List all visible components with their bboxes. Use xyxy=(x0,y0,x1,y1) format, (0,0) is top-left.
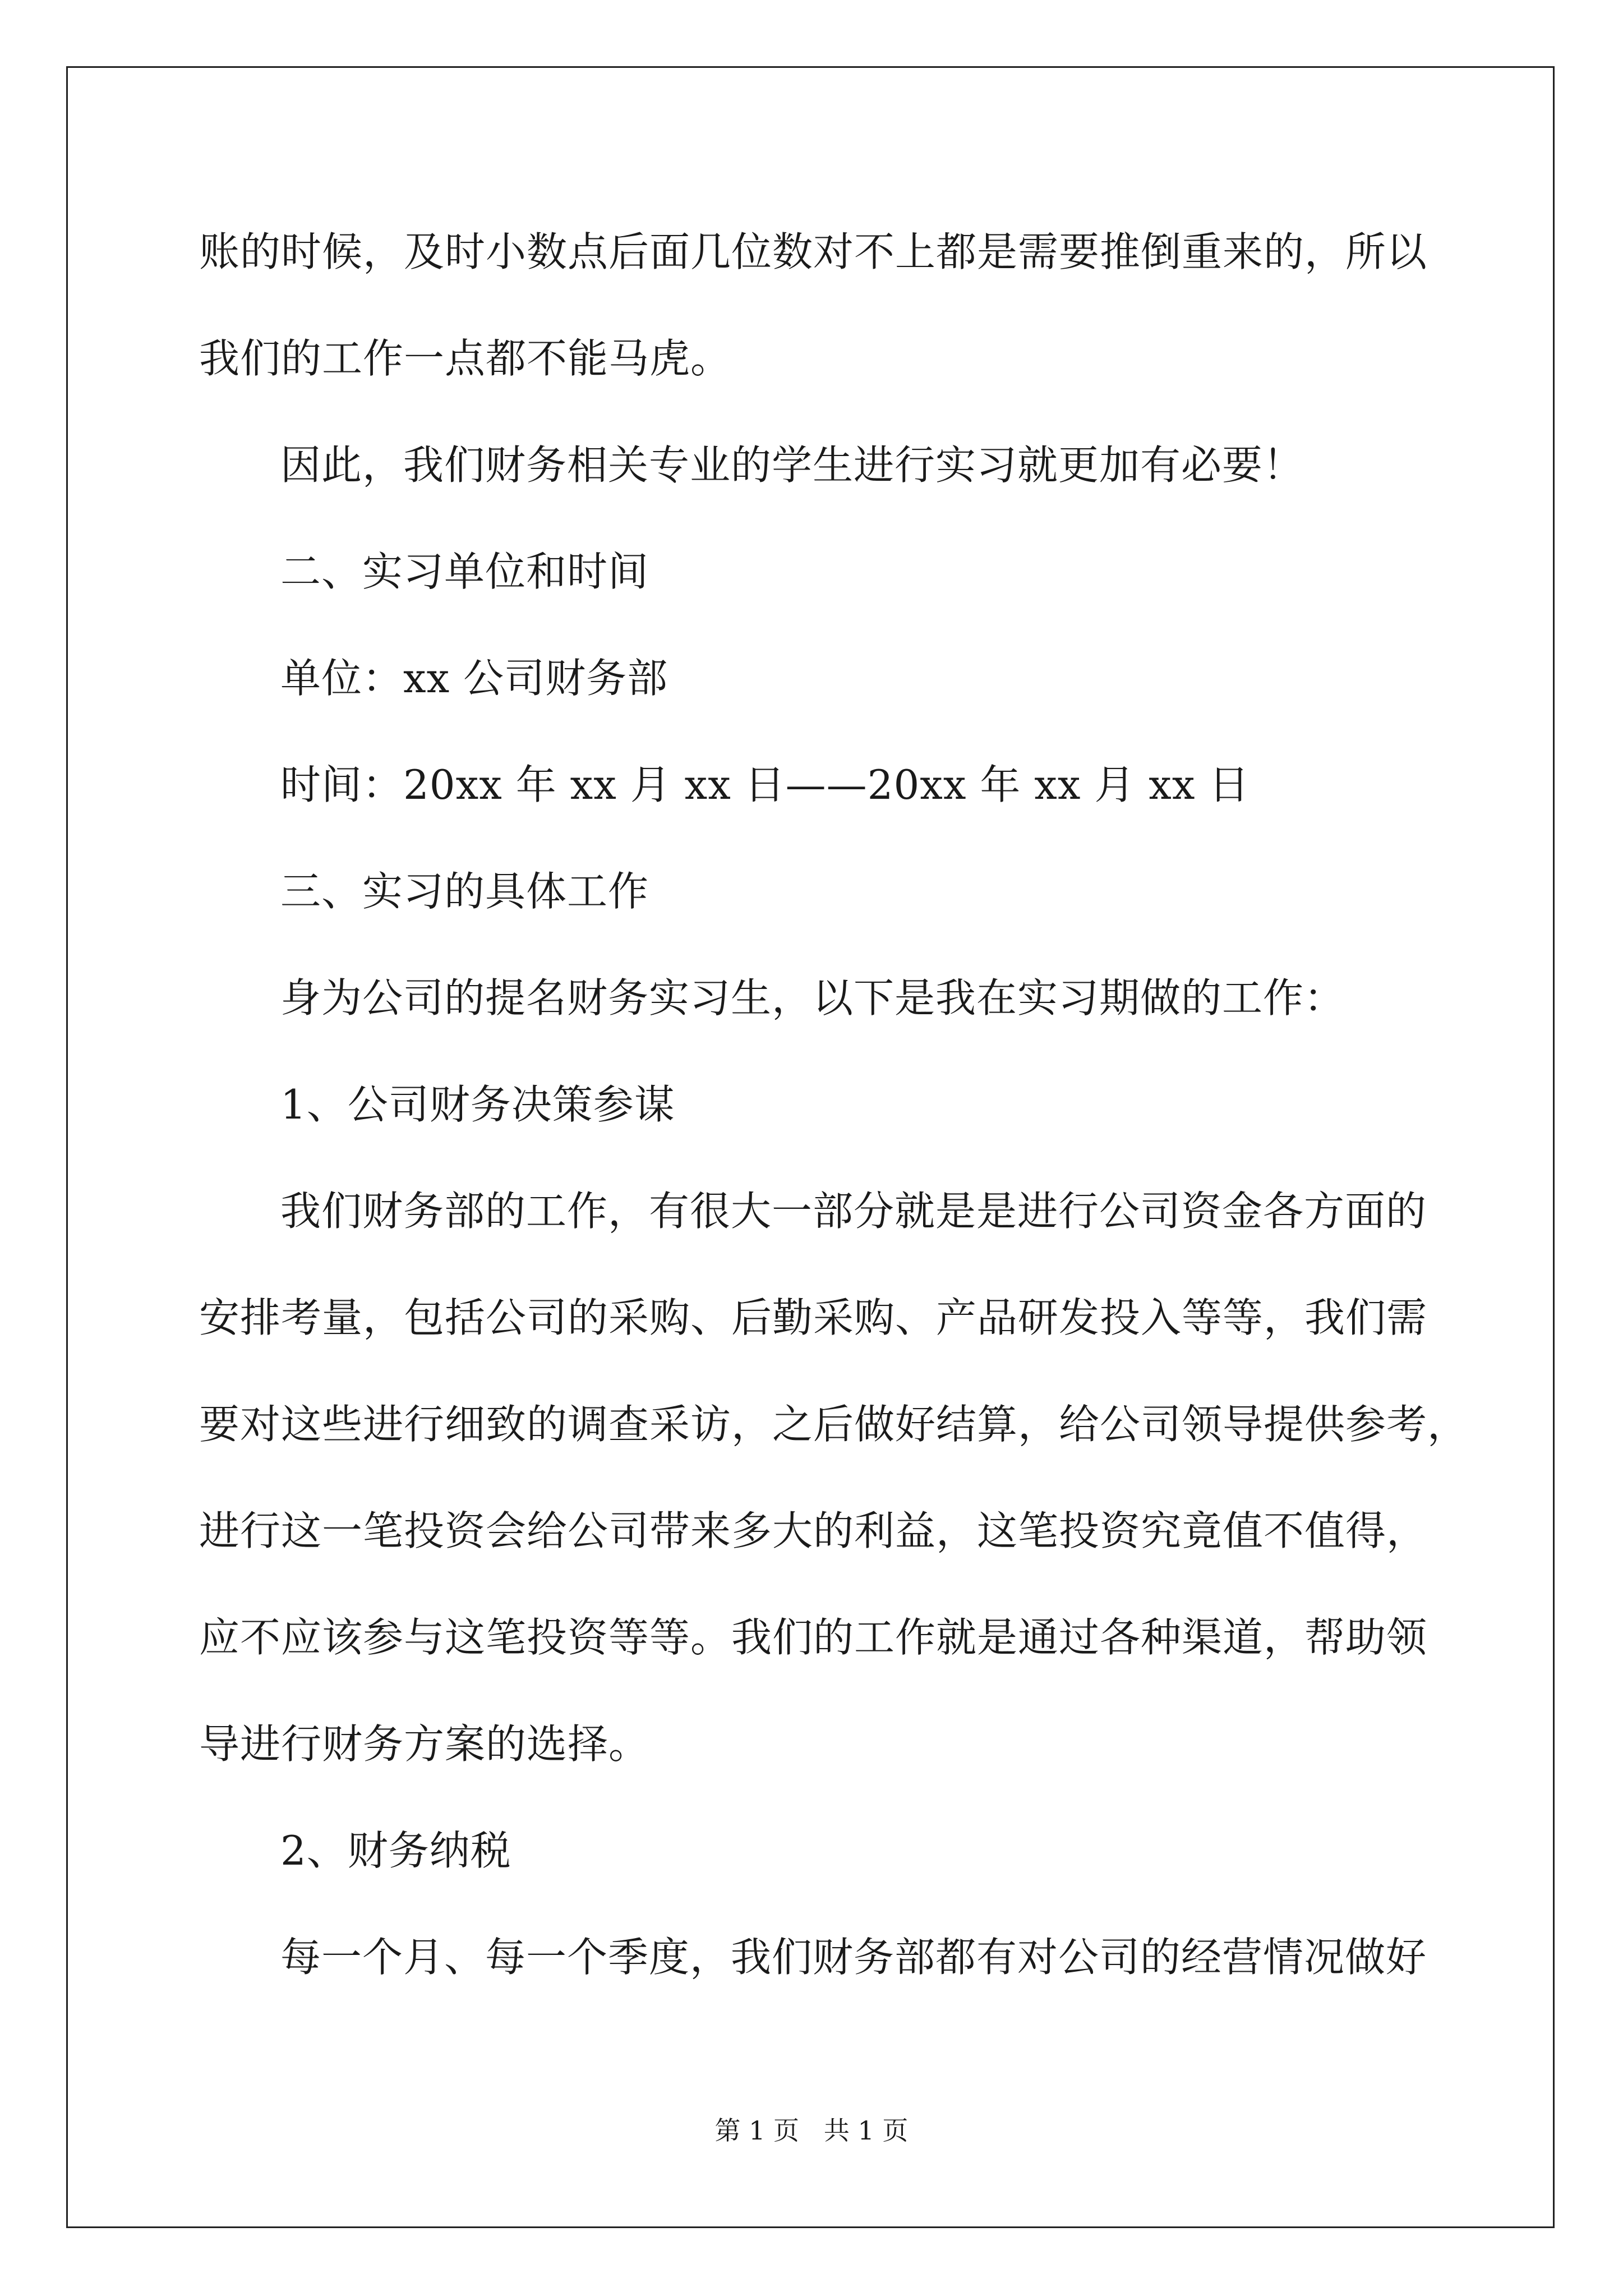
text-line: 导进行财务方案的选择。 xyxy=(199,1720,650,1768)
page-border xyxy=(66,66,1555,2228)
section-heading: 三、实习的具体工作 xyxy=(280,868,649,915)
section-heading: 二、实习单位和时间 xyxy=(280,548,649,595)
text-line: 我们财务部的工作，有很大一部分就是是进行公司资金各方面的 xyxy=(280,1188,1427,1235)
text-line: 应不应该参与这笔投资等等。我们的工作就是通过各种渠道，帮助领 xyxy=(199,1614,1428,1661)
text-line: 我们的工作一点都不能马虎。 xyxy=(199,335,732,382)
text-line: 因此，我们财务相关专业的学生进行实习就更加有必要！ xyxy=(280,441,1304,489)
text-line: 进行这一笔投资会给公司带来多大的利益，这笔投资究竟值不值得， xyxy=(199,1507,1428,1554)
text-line: 安排考量，包括公司的采购、后勤采购、产品研发投入等等，我们需 xyxy=(199,1294,1428,1341)
text-line: 单位：xx 公司财务部 xyxy=(280,655,668,702)
subsection-heading: 1、公司财务决策参谋 xyxy=(280,1081,675,1128)
text-line: 每一个月、每一个季度，我们财务部都有对公司的经营情况做好 xyxy=(280,1934,1427,1981)
text-line: 时间：20xx 年 xx 月 xx 日——20xx 年 xx 月 xx 日 xyxy=(280,761,1250,808)
text-line: 要对这些进行细致的调查采访，之后做好结算，给公司领导提供参考， xyxy=(199,1401,1469,1448)
text-line: 账的时候，及时小数点后面几位数对不上都是需要推倒重来的，所以 xyxy=(199,228,1428,275)
text-line: 身为公司的提名财务实习生，以下是我在实习期做的工作： xyxy=(280,974,1345,1022)
page-number-footer: 第 1 页 共 1 页 xyxy=(714,2115,909,2146)
subsection-heading: 2、财务纳税 xyxy=(280,1827,511,1874)
